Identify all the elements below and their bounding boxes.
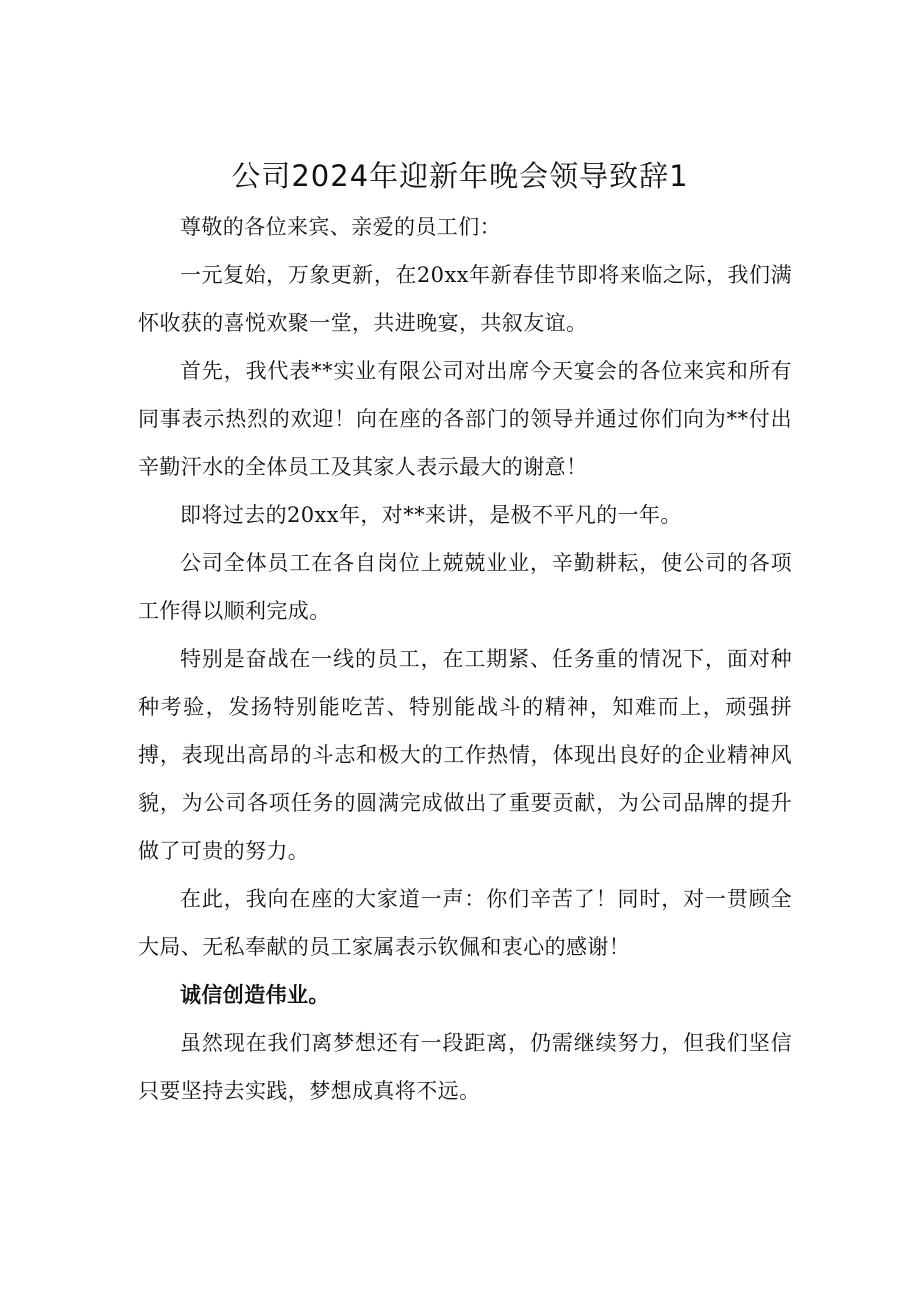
document-body	[138, 203, 792, 1115]
paragraph-year-review: 即将过去的20xx年，对**来讲，是极不平凡的一年。	[180, 503, 682, 527]
paragraph-salutation: 尊敬的各位来宾、亲爱的员工们：	[180, 215, 501, 239]
paragraph-thanks: 在此，我向在座的大家道一声：你们辛苦了！同时，对一贯顾全大局、无私奉献的员工家属表示钦佩和衷心的感谢！	[138, 887, 792, 959]
paragraph-welcome: 首先，我代表**实业有限公司对出席今天宴会的各位来宾和所有同事表示热烈的欢迎！向在座的各部门的领导并通过你们向为**付出辛勤汗水的全体员工及其家人表示最大的谢意！	[138, 359, 792, 479]
paragraph-new-year-greeting: 一元复始，万象更新，在20xx年新春佳节即将来临之际，我们满怀收获的喜悦欢聚一堂，共进晚宴，共叙友谊。	[138, 263, 792, 335]
paragraph-integrity-heading: 诚信创造伟业。	[180, 982, 330, 1007]
document-title: 公司2024年迎新年晚会领导致辞1	[231, 159, 689, 193]
paragraph-frontline-staff: 特别是奋战在一线的员工，在工期紧、任务重的情况下，面对种种考验，发扬特别能吃苦、特别能战斗的精神，知难而上，顽强拼搏，表现出高昂的斗志和极大的工作热情，体现出良好的企业精神风貌，为公司各项任务的圆满完成做出了重要贡献，为公司品牌的提升做了可贵的努力。	[138, 647, 792, 863]
paragraph-dream: 虽然现在我们离梦想还有一段距离，仍需继续努力，但我们坚信只要坚持去实践，梦想成真将不远。	[138, 1031, 792, 1103]
paragraph-staff-effort: 公司全体员工在各自岗位上兢兢业业，辛勤耕耘，使公司的各项工作得以顺利完成。	[138, 551, 792, 623]
